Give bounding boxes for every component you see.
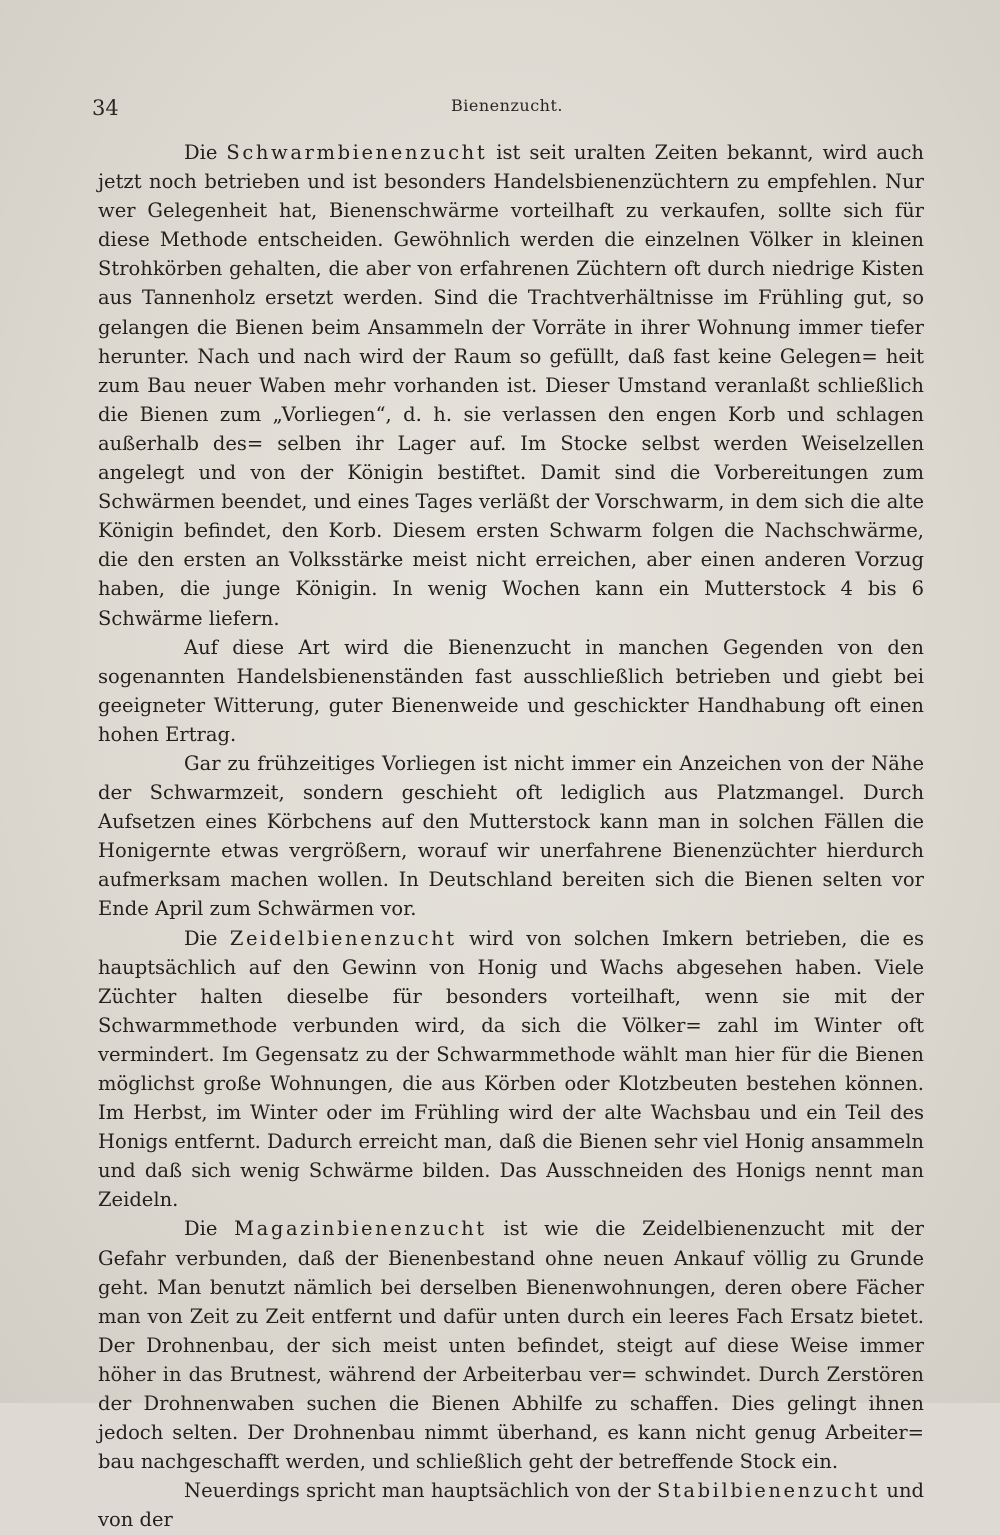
term-magazinbienenzucht: Magazinbienenzucht [234, 1217, 487, 1241]
paragraph-text: wird von solchen Imkern betrieben, die es hauptsächlich auf den Gewinn von Honig und Wachs abgesehen haben. Viele Züchter halten dieselbe für besonders vorteilhaft, wenn sie mit der Schwarmmethode verbunden wird, da sich die Völker= zahl im Winter oft vermindert. Im Gegensatz zu der Schwarmmethode wählt man hier für die Bienen möglichst große Wohnungen, die aus Körben oder Klotzbeuten bestehen können. Im Herbst, im Winter oder im Frühling wird der alte Wachsbau und ein Teil des Honigs entfernt. Dadurch erreicht man, daß die Bienen sehr viel Honig ansammeln und daß sich wenig Schwärme bilden. Das Ausschneiden des Honigs nennt man Zeideln. [98, 926, 924, 1212]
page-header [92, 92, 922, 128]
running-title: Bienenzucht. [451, 96, 563, 115]
paragraph-text: ist seit uralten Zeiten bekannt, wird auch jetzt noch betrieben und ist besonders Handelsbienenzüchtern zu empfehlen. Nur wer Gelegenheit hat, Bienenschwärme vorteilhaft zu verkaufen, sollte sich für diese Methode entscheiden. Gewöhnlich werden die einzelnen Völker in kleinen Strohkörben gehalten, die aber von erfahrenen Züchtern oft durch niedrige Kisten aus Tannenholz ersetzt werden. Sind die Trachtverhältnisse im Frühling gut, so gelangen die Bienen beim Ansammeln der Vorräte in ihrer Wohnung immer tiefer herunter. Nach und nach wird der Raum so gefüllt, daß fast keine Gelegen= heit zum Bau neuer Waben mehr vorhanden ist. Dieser Umstand veranlaßt schließlich die Bienen zum „Vorliegen“, d. h. sie verlassen den engen Korb und schlagen außerhalb des= selben ihr Lager auf. Im Stocke selbst werden Weiselzellen angelegt und von der Königin bestiftet. Damit sind die Vorbereitungen zum Schwärmen beendet, und eines Tages verläßt der Vorschwarm, in dem sich die alte Königin befindet, den Korb. Diesem ersten Schwarm folgen die Nachschwärme, die den ersten an Volksstärke meist nicht erreichen, aber einen anderen Vorzug haben, die junge Königin. In wenig Wochen kann ein Mutterstock 4 bis 6 Schwärme liefern. [98, 141, 924, 630]
paragraph-handelsbienenstaende [98, 633, 924, 749]
paragraph-lead: Die [184, 1217, 235, 1241]
paragraph-lead: Neuerdings spricht man hauptsächlich von der [184, 1479, 657, 1503]
term-stabilbienenzucht: Stabilbienenzucht [656, 1479, 880, 1503]
paragraph-text: und von der [98, 1479, 924, 1532]
paragraph-text: Auf diese Art wird die Bienenzucht in manchen Gegenden von den sogenannten Handelsbienenständen fast ausschließlich betrieben und giebt bei geeigneter Witterung, guter Bienenweide und geschickter Handhabung oft einen hohen Ertrag. [98, 635, 924, 746]
paragraph-lead: Die [184, 926, 230, 950]
paragraph-schwarmbienenzucht [98, 138, 924, 633]
paragraph-magazinbienenzucht [98, 1214, 924, 1476]
paragraph-stabilbienenzucht [98, 1476, 924, 1534]
term-schwarmbienenzucht: Schwarmbienenzucht [226, 141, 488, 164]
paragraph-vorliegen [98, 749, 924, 924]
paragraph-text: ist wie die Zeidelbienenzucht mit der Gefahr verbunden, daß der Bienenbestand ohne neuen Ankauf völlig zu Grunde geht. Man benutzt nämlich bei derselben Bienenwohnungen, deren obere Fächer man von Zeit zu Zeit entfernt und dafür unten durch ein leeres Fach Ersatz bietet. Der Drohnenbau, der sich meist unten befindet, steigt auf diese Weise immer höher in das Brutnest, während der Arbeiterbau ver= schwindet. Durch Zerstören der Drohnenwaben suchen die Bienen Abhilfe zu schaffen. Dies gelingt ihnen jedoch selten. Der Drohnenbau nimmt überhand, es kann nicht genug Arbeiter= bau nachgeschafft werden, und schließlich geht der betreffende Stock ein. [98, 1217, 925, 1474]
paragraph-text: Gar zu frühzeitiges Vorliegen ist nicht immer ein Anzeichen von der Nähe der Schwarmzeit, sondern geschieht oft lediglich aus Platzmangel. Durch Aufsetzen eines Körbchens auf den Mutterstock kann man in solchen Fällen die Honigernte etwas vergrößern, worauf wir unerfahrene Bienenzüchter hierdurch aufmerksam machen wollen. In Deutschland bereiten sich die Bienen selten vor Ende April zum Schwärmen vor. [98, 751, 924, 921]
paragraph-lead: Die [184, 141, 227, 164]
page-number: 34 [92, 96, 119, 120]
body-text [98, 138, 924, 1535]
term-zeidelbienenzucht: Zeidelbienenzucht [229, 926, 457, 950]
paragraph-zeidelbienenzucht [98, 924, 924, 1215]
